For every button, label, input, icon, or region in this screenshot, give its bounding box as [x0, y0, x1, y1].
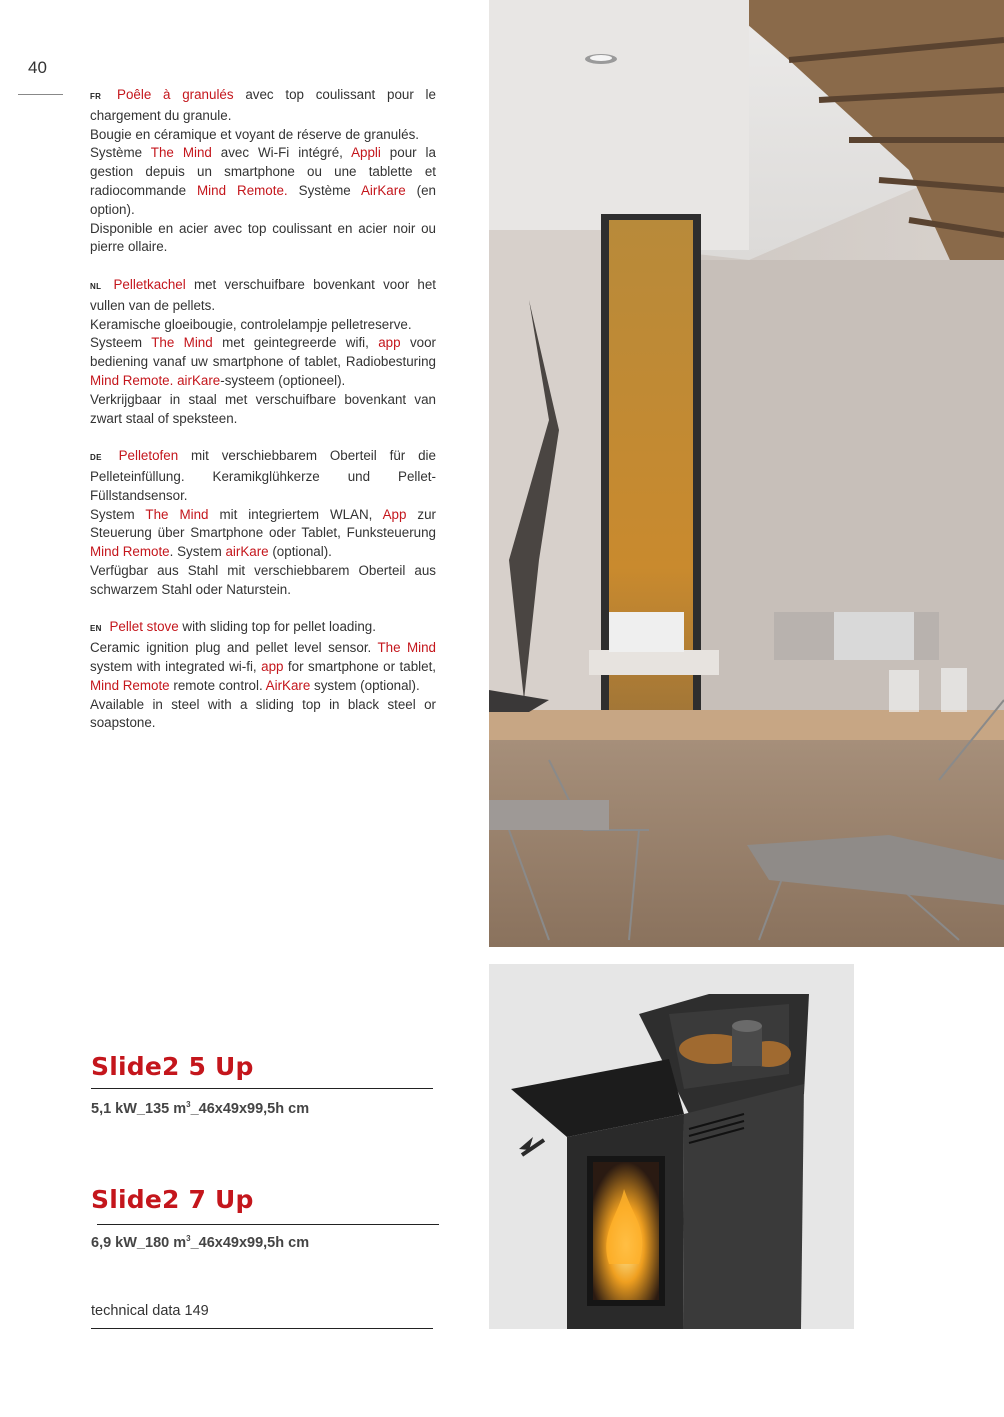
body-text: Systeem: [90, 335, 152, 351]
product-title-slide2-7-up: Slide2 7 Up: [91, 1185, 254, 1214]
technical-data-rule: [91, 1328, 433, 1329]
highlight-term: AirKare: [360, 182, 406, 198]
body-text: Disponible en acier avec top coulissant en acier noir ou pierre ollaire.: [90, 220, 436, 255]
spec-text: 6,9 kW_180 m: [91, 1234, 187, 1251]
body-text: for smartphone or tablet,: [283, 658, 437, 674]
pellet-stove-image: [489, 964, 854, 1329]
highlight-term: Mind Remote: [90, 544, 170, 560]
page-number-rule: [18, 94, 63, 95]
highlight-term: app: [378, 335, 401, 351]
highlight-term: Poêle à granulés: [117, 87, 234, 102]
spec-text: 5,1 kW_135 m: [91, 1100, 187, 1117]
product-rule: [91, 1088, 433, 1089]
body-text: Ceramic ignition plug and pellet level sensor.: [90, 640, 378, 656]
body-text: with sliding top for pellet loading.: [178, 619, 376, 635]
highlight-term: Mind Remote.: [197, 182, 288, 198]
language-code: DE: [90, 453, 102, 463]
highlight-term: app: [261, 658, 284, 674]
body-text: Système: [287, 182, 361, 198]
layout-notch: [854, 947, 870, 964]
body-text: system with integrated wi-fi,: [90, 658, 262, 674]
body-text: zur Steuerung über Smartphone oder Tablet, Funksteuerung: [90, 506, 436, 541]
highlight-term: The Mind: [145, 506, 209, 522]
body-text: . System: [169, 544, 226, 560]
body-text: mit verschiebbarem Oberteil für die Pelleteinfüllung. Keramikglühkerze und Pellet-Füllstandsensor.: [90, 448, 436, 503]
highlight-term: The Mind: [377, 640, 436, 656]
interior-photo-illustration: [489, 0, 1004, 947]
body-text: System: [90, 506, 146, 522]
body-text: Bougie en céramique et voyant de réserve de granulés.: [90, 126, 420, 142]
body-text: Verkrijgbaar in staal met verschuifbare bovenkant van zwart staal of speksteen.: [90, 391, 436, 426]
body-text: remote control.: [169, 677, 266, 693]
body-text: [105, 277, 113, 292]
highlight-term: AirKare: [265, 677, 311, 693]
description-nl: [90, 276, 436, 428]
spec-superscript: 3: [186, 1100, 191, 1109]
body-text: met verschuifbare bovenkant voor het vullen van de pellets.: [90, 276, 436, 313]
highlight-term: App: [382, 506, 407, 522]
body-text: mit integriertem WLAN,: [208, 506, 383, 522]
body-text: system (optional).: [310, 677, 420, 693]
spec-text: _46x49x99,5h cm: [190, 1100, 310, 1117]
highlight-term: Mind Remote: [90, 677, 170, 693]
product-spec-slide2-5-up: [91, 1100, 309, 1117]
body-text: Système: [90, 145, 151, 161]
technical-data-reference: technical data 149: [91, 1303, 209, 1319]
highlight-term: The Mind: [151, 335, 213, 351]
highlight-term: The Mind: [150, 145, 212, 161]
body-text: avec Wi-Fi intégré,: [211, 145, 352, 161]
description-fr: [90, 86, 436, 257]
product-rule: [97, 1224, 439, 1225]
body-text: met geintegreerde wifi,: [212, 335, 379, 351]
body-text: (en option).: [90, 182, 436, 217]
body-text: (optional).: [268, 544, 332, 560]
highlight-term: Pelletofen: [118, 448, 179, 464]
body-text: Verfügbar aus Stahl mit verschiebbarem Oberteil aus schwarzem Stahl oder Naturstein.: [90, 562, 436, 597]
product-title-slide2-5-up: Slide2 5 Up: [91, 1052, 254, 1081]
highlight-term: Pellet stove: [109, 619, 179, 635]
body-text: -systeem (optioneel).: [220, 372, 346, 388]
description-en: [90, 618, 436, 733]
highlight-term: Mind Remote. airKare: [90, 372, 221, 388]
highlight-term: Appli: [351, 145, 381, 161]
stove-illustration: [489, 964, 854, 1329]
description-de: [90, 447, 436, 599]
language-code: NL: [90, 281, 102, 291]
spec-text: _46x49x99,5h cm: [190, 1234, 310, 1251]
language-code: EN: [90, 624, 102, 634]
body-text: pour la gestion depuis un smartphone ou une tablette et radiocommande: [90, 145, 436, 198]
page-number: 40: [28, 58, 47, 77]
body-text: voor bediening vanaf uw smartphone of tablet, Radiobesturing: [90, 335, 436, 370]
description-column: [90, 86, 436, 752]
highlight-term: Pelletkachel: [113, 276, 186, 292]
body-text: Available in steel with a sliding top in black steel or soapstone.: [90, 696, 436, 731]
highlight-term: airKare: [225, 544, 269, 560]
body-text: [105, 87, 117, 102]
body-text: avec top coulissant pour le chargement du granule.: [90, 87, 436, 123]
interior-photo: [489, 0, 1004, 947]
body-text: [106, 448, 119, 463]
product-spec-slide2-7-up: [91, 1234, 309, 1251]
body-text: Keramische gloeibougie, controlelampje pelletreserve.: [90, 316, 412, 332]
spec-superscript: 3: [186, 1234, 191, 1243]
language-code: FR: [90, 92, 102, 101]
